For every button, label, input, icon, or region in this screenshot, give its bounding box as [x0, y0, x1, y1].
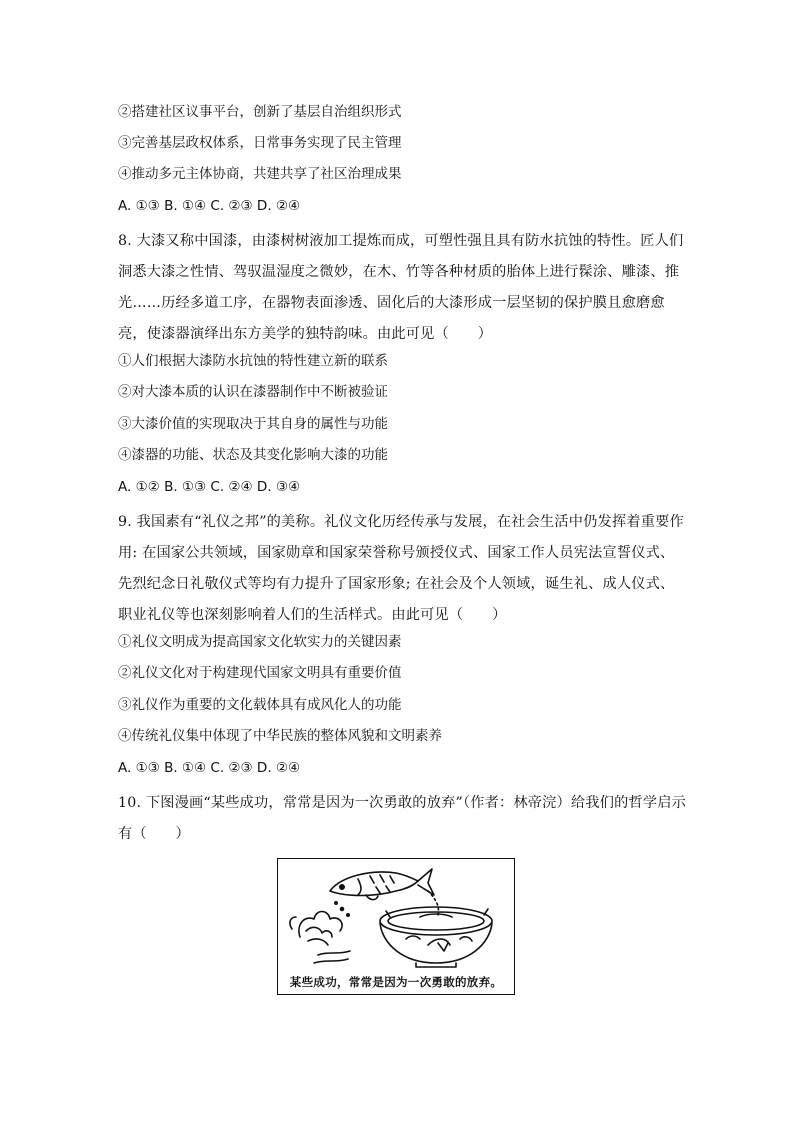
q7-option-2: ②搭建社区议事平台，创新了基层自治组织形式	[118, 104, 402, 120]
q9-stem: 9. 我国素有“礼仪之邦”的美称。礼仪文化历经传承与发展，在社会生活中仍发挥着重要作用: 在国家公共领域，国家勋章和国家荣誉称号颁授仪式、国家工作人员宪法宣誓仪式、先烈纪念日礼敬仪式等均有力提升了国家形象; 在社会及个人领域，诞生礼、成人仪式、职业礼仪等也深刻影响着人们的生活样式。由此可见（ ）	[118, 514, 684, 623]
q7-option-3: ③完善基层政权体系，日常事务实现了民主管理	[118, 135, 402, 151]
cartoon-figure	[277, 858, 515, 995]
q8-choices: A. ①② B. ①③ C. ②④ D. ③④	[118, 479, 301, 495]
q8-option-3: ③大漆价值的实现取决于其自身的属性与功能	[118, 416, 388, 432]
cartoon-drawing	[278, 859, 514, 973]
q7-choices: A. ①③ B. ①④ C. ②③ D. ②④	[118, 198, 301, 214]
q9-option-1: ①礼仪文明成为提高国家文化软实力的关键因素	[118, 634, 402, 650]
q10-stem: 10. 下图漫画“某些成功，常常是因为一次勇敢的放弃”（作者：林帝浣）给我们的哲学启示有（ ）	[118, 795, 687, 842]
q9-option-3: ③礼仪作为重要的文化载体具有成风化人的功能	[118, 697, 402, 713]
q8-option-1: ①人们根据大漆防水抗蚀的特性建立新的联系	[118, 353, 388, 369]
bowl-icon	[380, 907, 492, 967]
q9-choices: A. ①③ B. ①④ C. ②③ D. ②④	[118, 760, 301, 776]
q8-option-2: ②对大漆本质的认识在漆器制作中不断被验证	[118, 384, 388, 400]
q7-option-4: ④推动多元主体协商，共建共享了社区治理成果	[118, 166, 402, 182]
q9-option-2: ②礼仪文化对于构建现代国家文明具有重要价值	[118, 665, 402, 681]
q8-option-4: ④漆器的功能、状态及其变化影响大漆的功能	[118, 447, 388, 463]
q8-stem: 8. 大漆又称中国漆，由漆树树液加工提炼而成，可塑性强且具有防水抗蚀的特性。匠人们洞悉大漆之性情、驾驭温湿度之微妙，在木、竹等各种材质的胎体上进行髹涂、雕漆、推光……历经多道工序，在器物表面渗透、固化后的大漆形成一层坚韧的保护膜且愈磨愈亮，使漆器演绎出东方美学的独特韵味。由此可见（ ）	[118, 233, 684, 342]
cartoon-caption: 某些成功，常常是因为一次勇敢的放弃。	[289, 975, 503, 989]
fish-icon	[330, 869, 434, 900]
q9-option-4: ④传统礼仪集中体现了中华民族的整体风貌和文明素养	[118, 728, 442, 744]
splash-icon	[290, 902, 350, 963]
